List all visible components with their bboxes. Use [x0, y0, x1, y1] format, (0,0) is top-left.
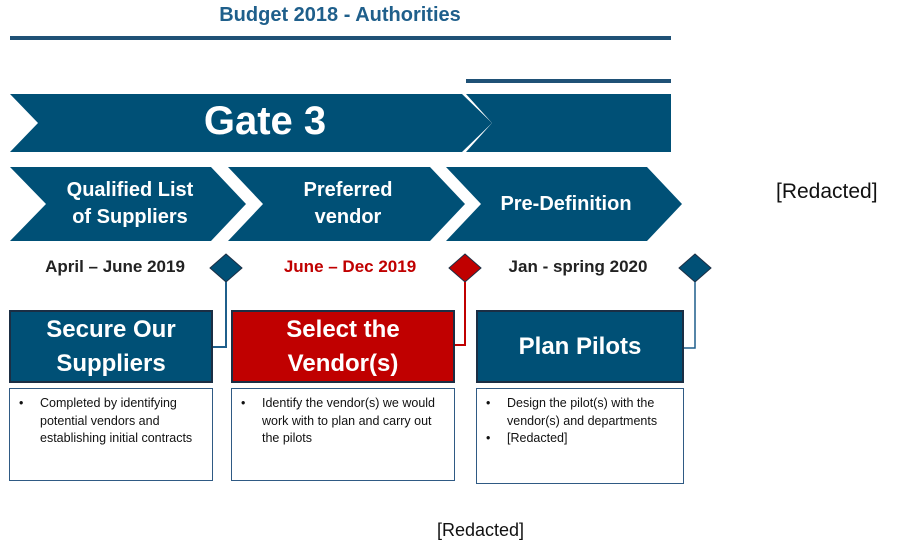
redacted-right: [Redacted]: [776, 180, 878, 203]
description-bullet: • Completed by identifying potential vendors and establishing initial contracts: [40, 395, 202, 448]
action-box-plan-pilots: [476, 310, 684, 383]
phase-label-pre-definition: [476, 170, 656, 238]
phase-label-line: of Suppliers: [72, 206, 188, 228]
phase-date-2: June – Dec 2019: [283, 257, 417, 276]
phase-label-line: Preferred: [303, 179, 393, 201]
description-box-secure-suppliers: [9, 388, 213, 481]
phase-label-line: Qualified List: [66, 179, 194, 201]
action-box-secure-suppliers: [9, 310, 213, 383]
action-box-line: Secure Our: [46, 315, 176, 343]
action-box-line: Suppliers: [56, 349, 166, 377]
phase-date-3: Jan - spring 2020: [508, 257, 648, 276]
milestone-diamond-3: [679, 254, 711, 282]
phase-date-1: April – June 2019: [45, 257, 185, 276]
description-bullet: • [Redacted]: [507, 430, 673, 448]
gate-label: Gate 3: [203, 99, 327, 143]
action-box-line: Plan Pilots: [518, 332, 642, 360]
diagram-title: Budget 2018 - Authorities: [219, 4, 461, 26]
milestone-diamond-2: [449, 254, 481, 282]
phase-label-line: vendor: [314, 206, 382, 228]
gate-extension-chevron: [466, 94, 671, 152]
action-box-line: Select the: [286, 315, 400, 343]
description-box-select-vendor: [231, 388, 455, 481]
description-bullet: • Design the pilot(s) with the vendor(s) and departments: [507, 395, 673, 430]
phase-label-qualified-list: [40, 170, 220, 238]
description-bullet: • Identify the vendor(s) we would work with to plan and carry out the pilots: [262, 395, 444, 448]
connector-3: [684, 282, 695, 348]
phase-label-line: Pre-Definition: [500, 192, 632, 215]
phase-label-preferred-vendor: [258, 170, 438, 238]
description-box-plan-pilots: [476, 388, 684, 484]
action-box-select-vendor: [231, 310, 455, 383]
action-box-line: Vendor(s): [287, 349, 399, 377]
milestone-diamond-1: [210, 254, 242, 282]
redacted-bottom: [Redacted]: [437, 520, 525, 540]
